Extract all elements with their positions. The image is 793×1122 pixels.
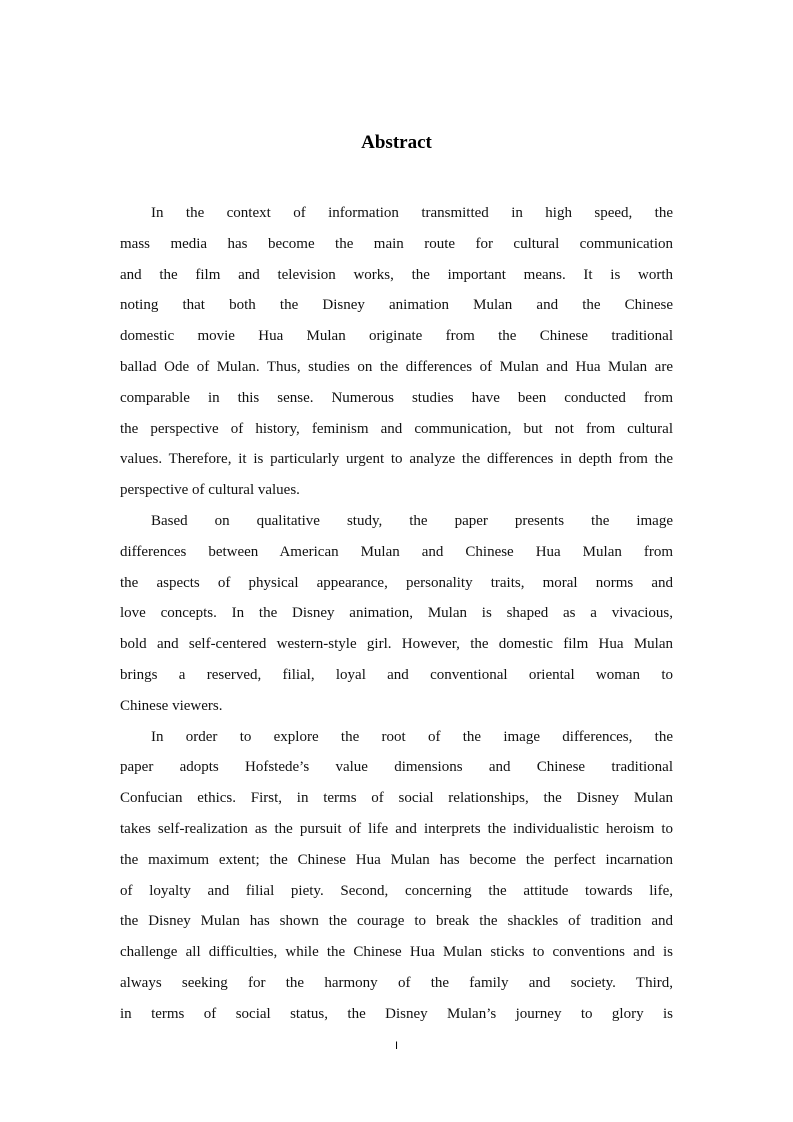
text-line: the maximum extent; the Chinese Hua Mulan has become the perfect incarnation [120, 851, 673, 868]
text-line: the Disney Mulan has shown the courage to break the shackles of tradition and [120, 913, 673, 930]
text-line: the perspective of history, feminism and communication, but not from cultural [120, 420, 673, 437]
text-line: always seeking for the harmony of the family and society. Third, [120, 974, 673, 991]
text-line: comparable in this sense. Numerous studies have been conducted from [120, 389, 673, 406]
text-line: and the film and television works, the important means. It is worth [120, 266, 673, 283]
text-line: love concepts. In the Disney animation, Mulan is shaped as a vivacious, [120, 605, 673, 622]
text-line: of loyalty and filial piety. Second, concerning the attitude towards life, [120, 882, 673, 899]
paragraph-3 [120, 722, 673, 1030]
text-line: in terms of social status, the Disney Mulan’s journey to glory is [120, 1005, 673, 1022]
text-line: In the context of information transmitted in high speed, the [151, 205, 673, 221]
text-line: Chinese viewers. [120, 697, 223, 714]
text-line: Confucian ethics. First, in terms of social relationships, the Disney Mulan [120, 790, 673, 807]
text-line: noting that both the Disney animation Mulan and the Chinese [120, 297, 673, 314]
paragraph-2 [120, 506, 673, 722]
text-line: challenge all difficulties, while the Chinese Hua Mulan sticks to conventions and is [120, 944, 673, 961]
text-line: Based on qualitative study, the paper presents the image [151, 512, 673, 529]
text-line: In order to explore the root of the image differences, the [151, 728, 673, 745]
page-number: I [394, 1040, 399, 1052]
text-line: takes self-realization as the pursuit of life and interprets the individualistic heroism to [120, 820, 673, 837]
text-line: values. Therefore, it is particularly urgent to analyze the differences in depth from the [120, 451, 673, 468]
text-line: bold and self-centered western-style girl. However, the domestic film Hua Mulan [120, 636, 673, 653]
text-line: brings a reserved, filial, loyal and conventional oriental woman to [120, 666, 673, 683]
abstract-body [120, 198, 673, 1030]
text-line: mass media has become the main route for cultural communication [120, 235, 673, 252]
text-line: domestic movie Hua Mulan originate from the Chinese traditional [120, 328, 673, 345]
text-line: the aspects of physical appearance, personality traits, moral norms and [120, 574, 673, 591]
abstract-heading: Abstract [361, 132, 432, 153]
text-line: paper adopts Hofstede’s value dimensions and Chinese traditional [120, 759, 673, 776]
paragraph-1 [120, 198, 673, 506]
text-line: differences between American Mulan and Chinese Hua Mulan from [120, 543, 673, 560]
text-line: perspective of cultural values. [120, 482, 300, 499]
text-line: ballad Ode of Mulan. Thus, studies on the differences of Mulan and Hua Mulan are [120, 358, 673, 375]
